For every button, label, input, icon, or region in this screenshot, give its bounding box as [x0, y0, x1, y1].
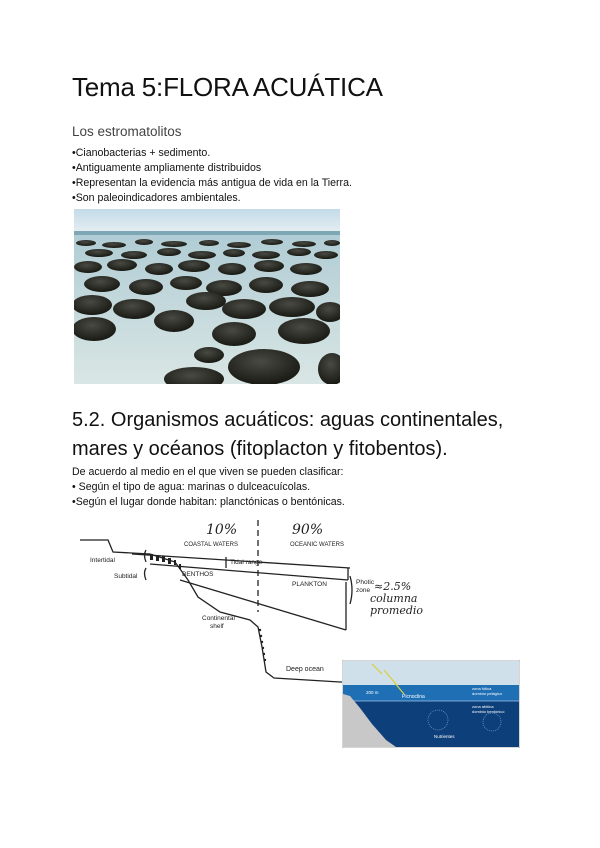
- pct-coastal-label: 10%: [206, 522, 238, 538]
- oceanic-waters-label: OCEANIC WATERS: [290, 542, 345, 548]
- coastal-waters-label: COASTAL WATERS: [184, 542, 239, 548]
- zona-fotica-label: zona fótica: [472, 686, 492, 691]
- list-item: •Antiguamente ampliamente distribuidos: [72, 162, 262, 174]
- continental-shelf-label: Continental: [202, 615, 235, 622]
- section-subtitle: Los estromatolitos: [72, 124, 182, 139]
- list-item: • Según el tipo de agua: marinas o dulceacuícolas.: [72, 481, 311, 493]
- ocean-zones-inset: [342, 660, 520, 748]
- depth-label: 200 m: [366, 690, 379, 695]
- bullet-list-classification: [72, 480, 345, 510]
- subtidal-label: Subtidal: [114, 573, 138, 580]
- section-intro: De acuerdo al medio en el que viven se pueden clasificar:: [72, 466, 344, 478]
- list-item: •Son paleoindicadores ambientales.: [72, 192, 241, 204]
- benthos-label: BENTHOS: [182, 571, 214, 578]
- photic-label: Photic: [356, 579, 375, 586]
- intertidal-label: Intertidal: [90, 557, 115, 564]
- handwritten-note-promedio: promedio: [370, 604, 424, 617]
- list-item: •Representan la evidencia más antigua de vida en la Tierra.: [72, 177, 352, 189]
- dominio-pelagico-label: dominio pelágico: [472, 691, 503, 696]
- dominio-bentonico-label: dominio bentónico: [472, 709, 505, 714]
- deep-ocean-label: Deep ocean: [286, 666, 324, 673]
- shelf-label: shelf: [210, 623, 224, 630]
- section-heading: 5.2. Organismos acuáticos: aguas continentales, mares y océanos (fitoplacton y fitobentos).: [72, 409, 504, 460]
- stromatolites-photo: [74, 209, 340, 384]
- zona-afotica-label: zona afótica: [472, 704, 494, 709]
- plankton-label: PLANKTON: [292, 581, 327, 588]
- picnoclina-label: Picnoclina: [402, 694, 425, 700]
- nutrientes-label: Nutrientes: [434, 734, 455, 739]
- list-item: •Según el lugar donde habitan: planctónicas o bentónicas.: [72, 496, 345, 508]
- tidal-range-label: Tidal range: [230, 559, 263, 566]
- handwritten-note-percent: ≈2.5%: [374, 580, 412, 593]
- list-item: •Cianobacterias + sedimento.: [72, 147, 211, 159]
- bullet-list-stromatolites: [72, 146, 352, 206]
- zone-label: zone: [356, 587, 371, 594]
- pct-oceanic-label: 90%: [292, 522, 324, 538]
- handwritten-note-columna: columna: [370, 592, 418, 605]
- page-title: Tema 5:FLORA ACUÁTICA: [72, 72, 383, 102]
